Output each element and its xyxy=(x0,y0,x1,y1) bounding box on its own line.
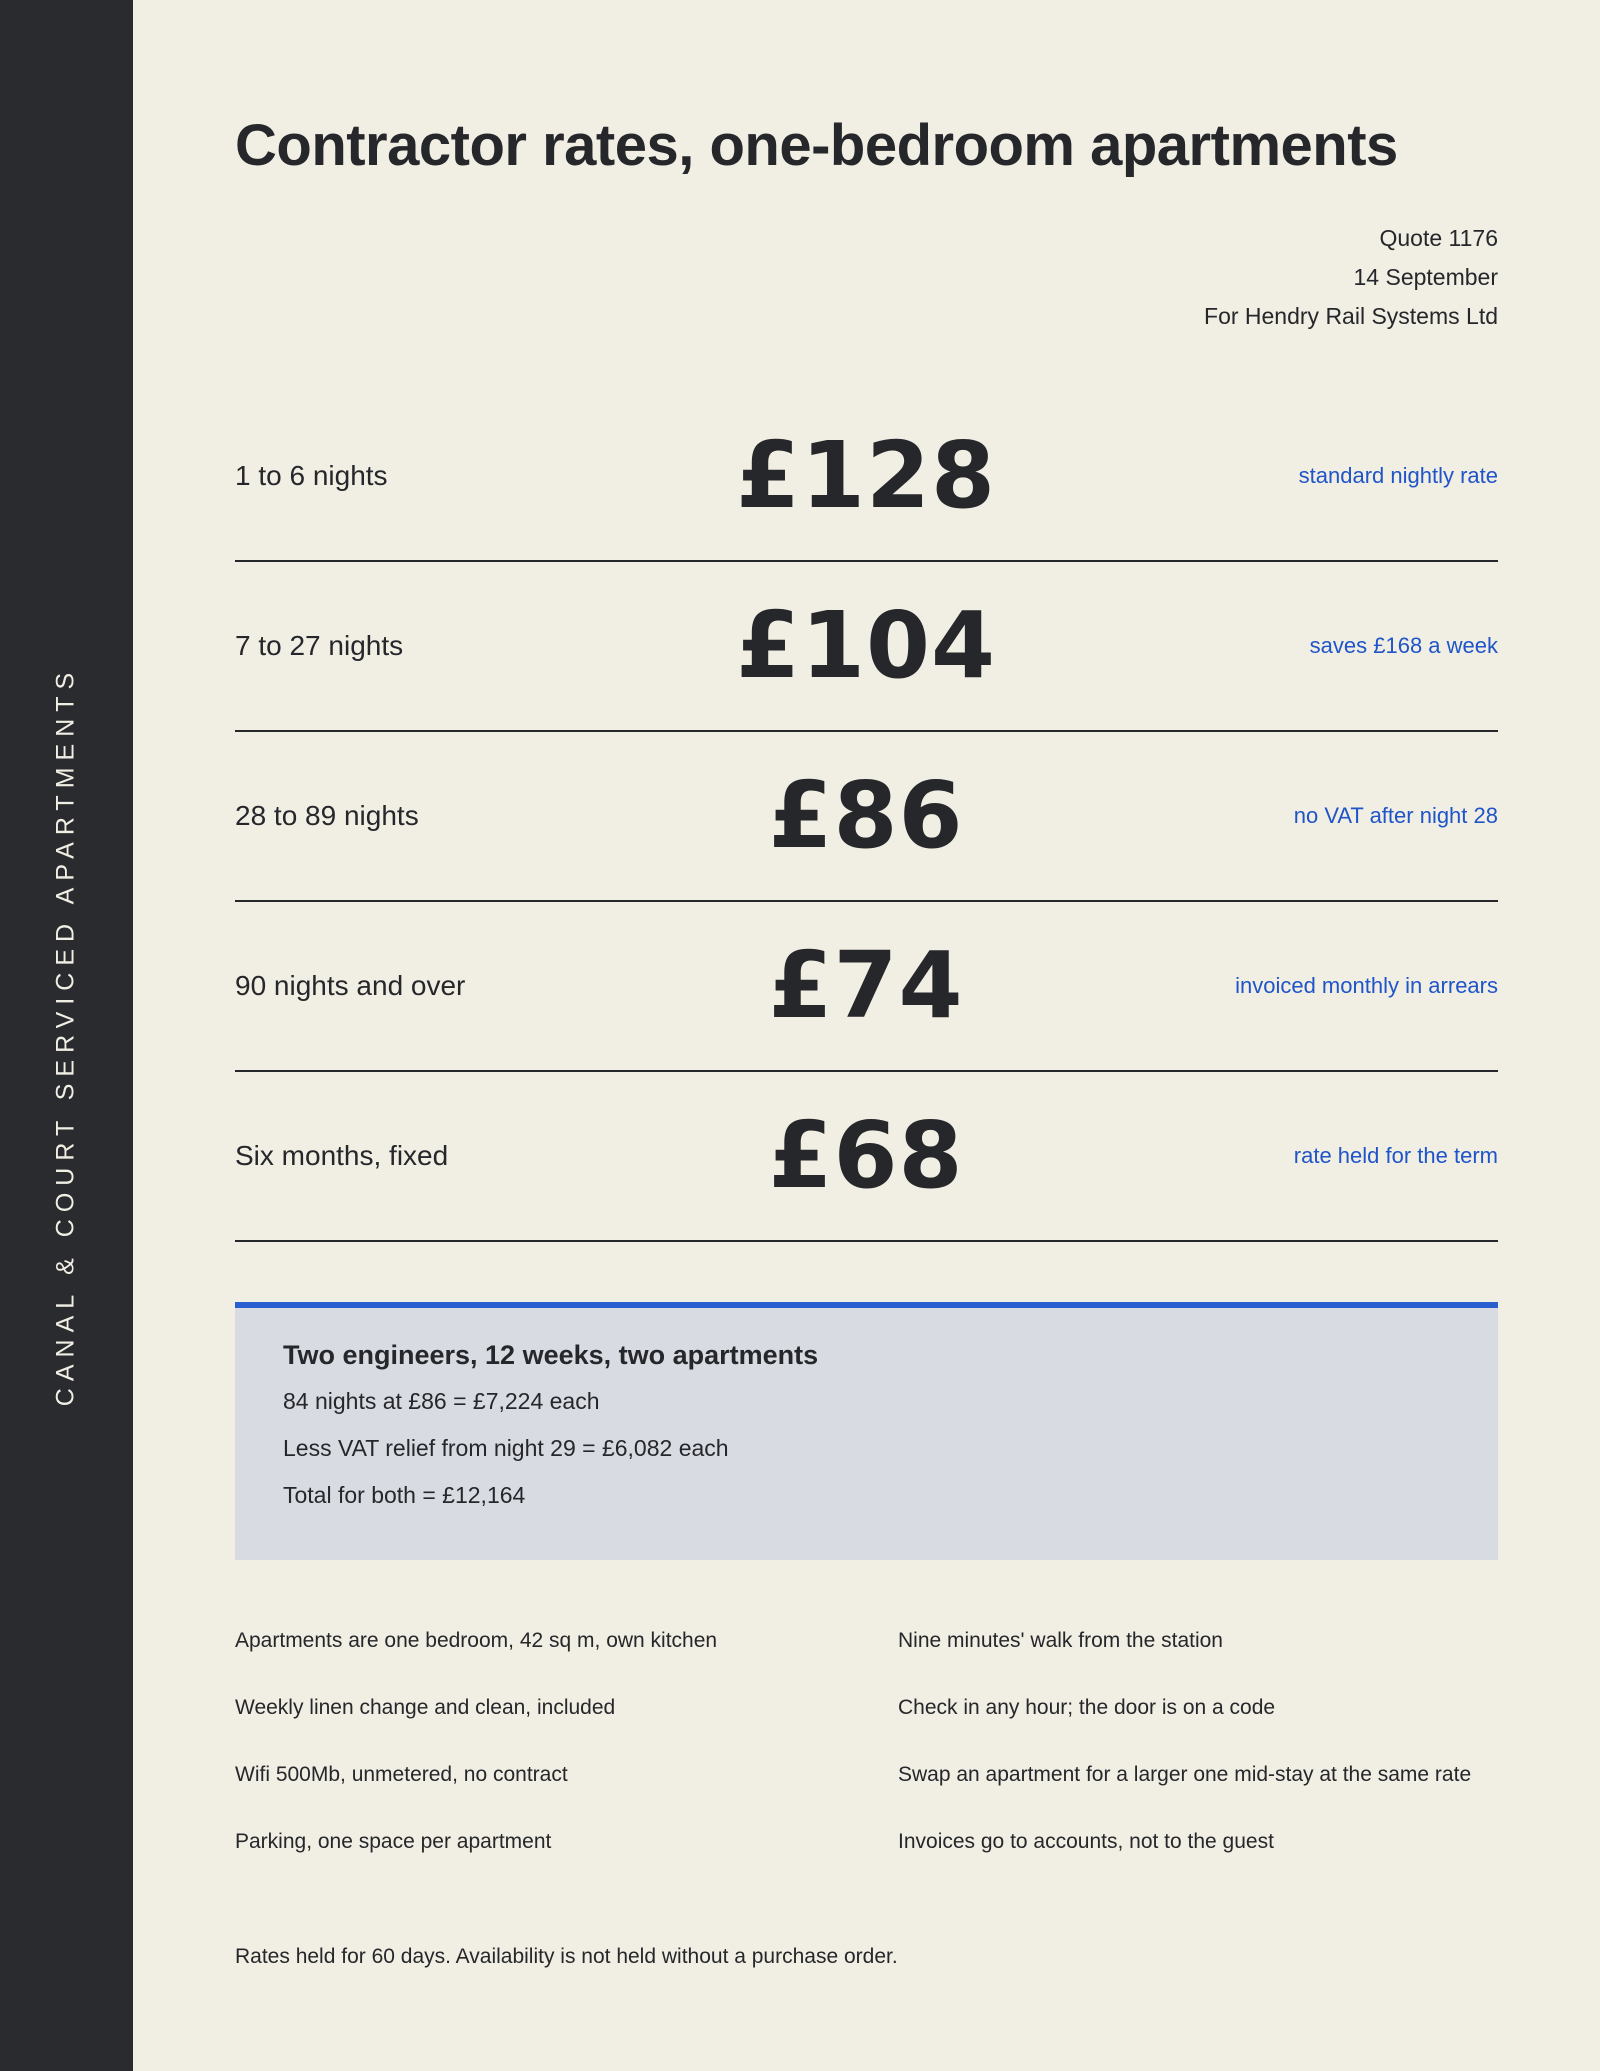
feature-item: Swap an apartment for a larger one mid-stay at the same rate xyxy=(898,1763,1472,1786)
rate-note: saves £168 a week xyxy=(1309,633,1498,658)
rate-note: standard nightly rate xyxy=(1298,463,1498,488)
example-line: 84 nights at £86 = £7,224 each xyxy=(283,1388,600,1414)
feature-list xyxy=(235,1623,1498,1891)
example-title: Two engineers, 12 weeks, two apartments xyxy=(283,1340,819,1370)
rate-price: £68 xyxy=(768,1102,964,1209)
quote-date: 14 September xyxy=(1353,264,1498,290)
quote-client: For Hendry Rail Systems Ltd xyxy=(1204,303,1498,329)
rate-range: 7 to 27 nights xyxy=(235,630,404,661)
rate-row xyxy=(235,902,1498,1072)
rate-price: £74 xyxy=(768,932,964,1039)
worked-example-panel xyxy=(235,1302,1498,1560)
rate-note: no VAT after night 28 xyxy=(1293,803,1498,828)
rate-price: £86 xyxy=(768,762,964,869)
rate-range: 28 to 89 nights xyxy=(235,800,419,831)
rate-price: £128 xyxy=(735,422,997,529)
rate-range: 90 nights and over xyxy=(235,970,466,1001)
feature-item: Check in any hour; the door is on a code xyxy=(898,1696,1276,1719)
quote-number: Quote 1176 xyxy=(1379,225,1498,251)
rate-table xyxy=(235,392,1498,1242)
rate-row xyxy=(235,732,1498,902)
footer-note: Rates held for 60 days. Availability is not held without a purchase order. xyxy=(235,1945,898,1968)
feature-item: Parking, one space per apartment xyxy=(235,1830,552,1853)
page-title: Contractor rates, one-bedroom apartments xyxy=(235,113,1398,178)
feature-item: Wifi 500Mb, unmetered, no contract xyxy=(235,1763,568,1786)
quote-meta xyxy=(1204,222,1498,339)
rate-row xyxy=(235,1072,1498,1242)
rate-row xyxy=(235,392,1498,562)
feature-item: Apartments are one bedroom, 42 sq m, own kitchen xyxy=(235,1629,718,1652)
rate-row xyxy=(235,562,1498,732)
rate-range: Six months, fixed xyxy=(235,1140,449,1171)
sidebar xyxy=(0,0,133,2071)
rate-range: 1 to 6 nights xyxy=(235,460,388,491)
feature-item: Nine minutes' walk from the station xyxy=(898,1629,1223,1652)
rate-price: £104 xyxy=(735,592,997,699)
rate-note: invoiced monthly in arrears xyxy=(1235,973,1498,998)
example-line: Total for both = £12,164 xyxy=(283,1482,526,1508)
rate-note: rate held for the term xyxy=(1293,1143,1498,1168)
feature-item: Weekly linen change and clean, included xyxy=(235,1696,616,1719)
feature-item: Invoices go to accounts, not to the guest xyxy=(898,1830,1274,1853)
example-line: Less VAT relief from night 29 = £6,082 each xyxy=(283,1435,729,1461)
brand-name: CANAL & COURT SERVICED APARTMENTS xyxy=(51,665,80,1407)
